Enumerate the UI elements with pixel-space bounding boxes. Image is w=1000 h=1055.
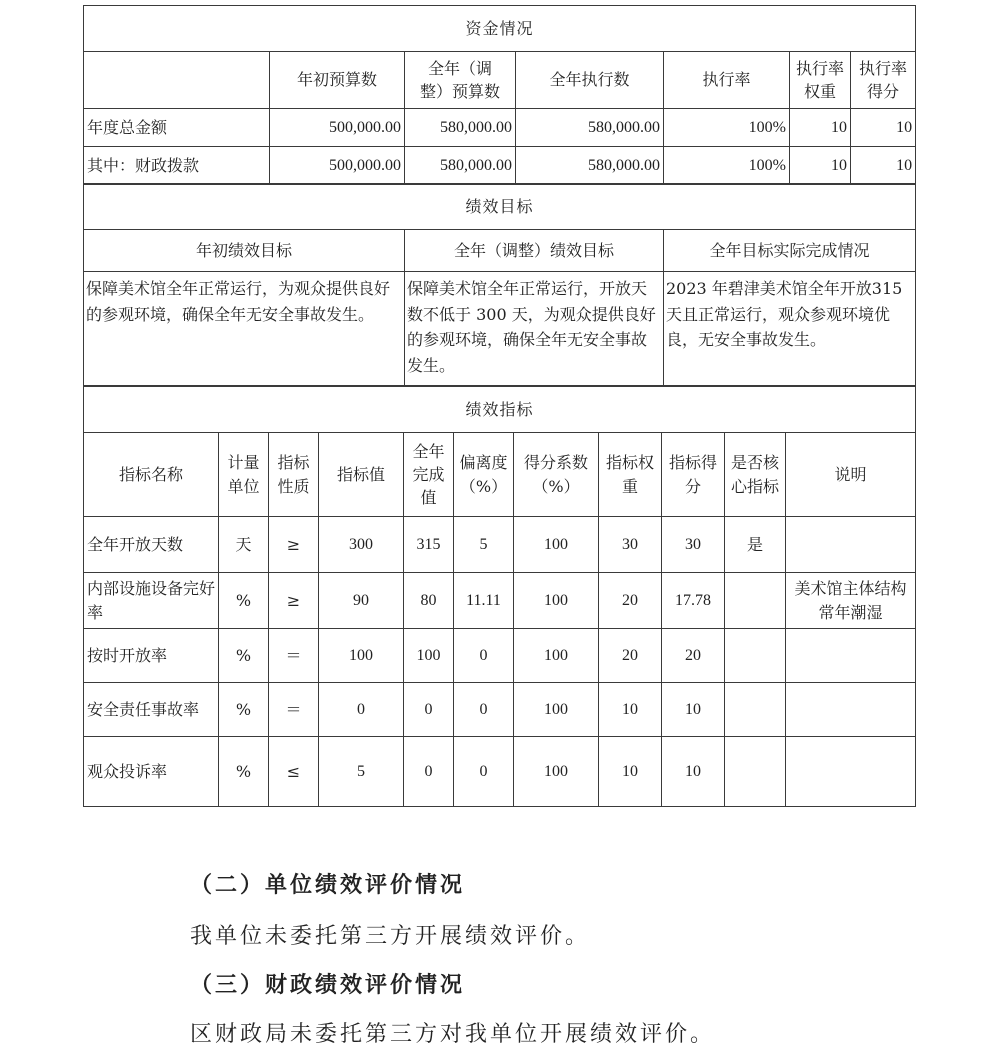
ind-cell-unit: % xyxy=(219,683,269,737)
ind-cell-score: 30 xyxy=(662,517,725,573)
ind-cell-unit: % xyxy=(219,573,269,629)
ind-cell-name: 内部设施设备完好率 xyxy=(84,573,219,629)
funds-col-initial: 年初预算数 xyxy=(270,52,405,109)
ind-cell-deviation: 0 xyxy=(454,629,514,683)
table-row xyxy=(84,683,916,737)
funds-cell-rate: 100% xyxy=(664,109,790,147)
ind-cell-score: 10 xyxy=(662,737,725,807)
ind-cell-weight: 10 xyxy=(599,737,662,807)
ind-cell-weight: 20 xyxy=(599,573,662,629)
funds-col-rate-weight: 执行率权重 xyxy=(790,52,851,109)
ind-cell-actual: 0 xyxy=(404,683,454,737)
funds-col-adjusted: 全年（调整）预算数 xyxy=(405,52,516,109)
goals-title: 绩效目标 xyxy=(84,184,916,230)
ind-cell-coefficient: 100 xyxy=(514,737,599,807)
ind-cell-actual: 100 xyxy=(404,629,454,683)
ind-cell-target: 0 xyxy=(319,683,404,737)
funds-cell-score: 10 xyxy=(851,109,916,147)
funds-cell-weight: 10 xyxy=(790,109,851,147)
goals-col-initial: 年初绩效目标 xyxy=(84,230,405,272)
ind-cell-unit: % xyxy=(219,737,269,807)
ind-cell-coefficient: 100 xyxy=(514,573,599,629)
ind-cell-name: 全年开放天数 xyxy=(84,517,219,573)
ind-col-weight: 指标权重 xyxy=(599,433,662,517)
indicators-table xyxy=(83,386,916,807)
goals-text-actual: 2023 年碧津美术馆全年开放315 天且正常运行，观众参观环境优良，无安全事故发生。 xyxy=(664,272,916,386)
goals-col-adjusted: 全年（调整）绩效目标 xyxy=(405,230,664,272)
ind-cell-coefficient: 100 xyxy=(514,629,599,683)
section-body-unit-evaluation: 我单位未委托第三方开展绩效评价。 xyxy=(190,924,591,949)
table-row xyxy=(84,737,916,807)
ind-cell-note xyxy=(786,517,916,573)
funds-cell-score: 10 xyxy=(851,147,916,185)
section-heading-fiscal-evaluation: （三）财政绩效评价情况 xyxy=(190,972,466,998)
ind-cell-score: 10 xyxy=(662,683,725,737)
ind-cell-unit: % xyxy=(219,629,269,683)
ind-cell-nature: ＝ xyxy=(269,683,319,737)
ind-cell-nature: ≥ xyxy=(269,517,319,573)
indicators-headers xyxy=(84,433,916,517)
funds-title: 资金情况 xyxy=(84,6,916,52)
ind-cell-name: 观众投诉率 xyxy=(84,737,219,807)
ind-cell-deviation: 0 xyxy=(454,683,514,737)
ind-cell-unit: 天 xyxy=(219,517,269,573)
funds-cell-rate: 100% xyxy=(664,147,790,185)
funds-col-blank xyxy=(84,52,270,109)
ind-cell-core xyxy=(725,683,786,737)
section-body-fiscal-evaluation: 区财政局未委托第三方对我单位开展绩效评价。 xyxy=(190,1022,716,1047)
ind-col-deviation: 偏离度（%） xyxy=(454,433,514,517)
funds-row-fiscal xyxy=(84,147,916,185)
funds-cell-adjusted: 580,000.00 xyxy=(405,147,516,185)
funds-cell-weight: 10 xyxy=(790,147,851,185)
funds-col-executed: 全年执行数 xyxy=(516,52,664,109)
ind-col-target: 指标值 xyxy=(319,433,404,517)
ind-cell-target: 5 xyxy=(319,737,404,807)
goals-table xyxy=(83,183,916,386)
goals-text-adjusted: 保障美术馆全年正常运行，开放天数不低于 300 天，为观众提供良好的参观环境，确保全年无安全事故发生。 xyxy=(405,272,664,386)
indicators-title: 绩效指标 xyxy=(84,387,916,433)
ind-cell-nature: ≤ xyxy=(269,737,319,807)
ind-cell-weight: 30 xyxy=(599,517,662,573)
ind-cell-actual: 80 xyxy=(404,573,454,629)
ind-cell-note xyxy=(786,737,916,807)
funds-cell-executed: 580,000.00 xyxy=(516,147,664,185)
ind-col-coefficient: 得分系数（%） xyxy=(514,433,599,517)
funds-cell-label: 年度总金额 xyxy=(84,109,270,147)
ind-cell-name: 安全责任事故率 xyxy=(84,683,219,737)
ind-col-nature: 指标性质 xyxy=(269,433,319,517)
table-row xyxy=(84,517,916,573)
ind-col-actual: 全年完成值 xyxy=(404,433,454,517)
table-row xyxy=(84,629,916,683)
goals-headers xyxy=(84,230,916,272)
ind-cell-target: 100 xyxy=(319,629,404,683)
ind-col-unit: 计量单位 xyxy=(219,433,269,517)
ind-cell-deviation: 5 xyxy=(454,517,514,573)
ind-cell-core: 是 xyxy=(725,517,786,573)
ind-cell-nature: ＝ xyxy=(269,629,319,683)
ind-cell-name: 按时开放率 xyxy=(84,629,219,683)
ind-col-note: 说明 xyxy=(786,433,916,517)
section-heading-unit-evaluation: （二）单位绩效评价情况 xyxy=(190,872,466,898)
ind-cell-coefficient: 100 xyxy=(514,517,599,573)
ind-cell-weight: 20 xyxy=(599,629,662,683)
goals-text-initial: 保障美术馆全年正常运行，为观众提供良好的参观环境，确保全年无安全事故发生。 xyxy=(84,272,405,386)
ind-cell-note xyxy=(786,683,916,737)
ind-cell-nature: ≥ xyxy=(269,573,319,629)
funds-table xyxy=(83,5,916,185)
funds-headers xyxy=(84,52,916,109)
ind-cell-coefficient: 100 xyxy=(514,683,599,737)
ind-col-core: 是否核心指标 xyxy=(725,433,786,517)
ind-cell-note xyxy=(786,629,916,683)
funds-cell-adjusted: 580,000.00 xyxy=(405,109,516,147)
ind-cell-deviation: 11.11 xyxy=(454,573,514,629)
ind-col-score: 指标得分 xyxy=(662,433,725,517)
funds-row-total xyxy=(84,109,916,147)
ind-cell-core xyxy=(725,629,786,683)
ind-cell-core xyxy=(725,737,786,807)
goals-col-actual: 全年目标实际完成情况 xyxy=(664,230,916,272)
funds-col-rate: 执行率 xyxy=(664,52,790,109)
ind-cell-actual: 0 xyxy=(404,737,454,807)
ind-cell-deviation: 0 xyxy=(454,737,514,807)
table-row xyxy=(84,573,916,629)
ind-cell-actual: 315 xyxy=(404,517,454,573)
ind-cell-core xyxy=(725,573,786,629)
funds-cell-initial: 500,000.00 xyxy=(270,109,405,147)
funds-cell-executed: 580,000.00 xyxy=(516,109,664,147)
funds-cell-label: 其中：财政拨款 xyxy=(84,147,270,185)
ind-col-name: 指标名称 xyxy=(84,433,219,517)
funds-cell-initial: 500,000.00 xyxy=(270,147,405,185)
funds-col-rate-score: 执行率得分 xyxy=(851,52,916,109)
ind-cell-score: 17.78 xyxy=(662,573,725,629)
ind-cell-score: 20 xyxy=(662,629,725,683)
ind-cell-weight: 10 xyxy=(599,683,662,737)
ind-cell-note: 美术馆主体结构常年潮湿 xyxy=(786,573,916,629)
goals-text-row xyxy=(84,272,916,386)
ind-cell-target: 90 xyxy=(319,573,404,629)
ind-cell-target: 300 xyxy=(319,517,404,573)
